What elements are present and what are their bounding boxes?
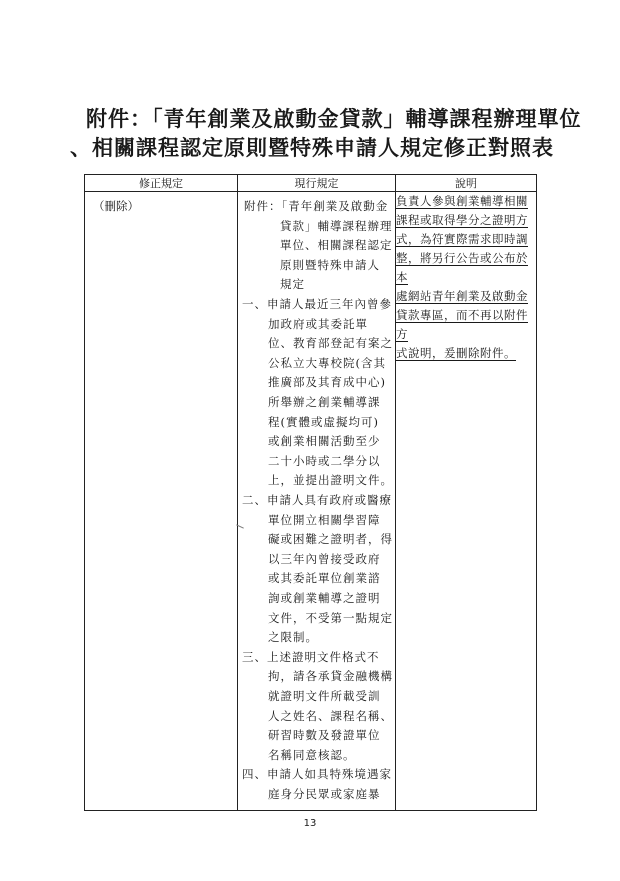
explanation-text (396, 192, 536, 363)
current-line: 或創業相關活動至少 (268, 434, 381, 449)
current-line: 之限制。 (268, 630, 318, 645)
current-line: 加政府或其委託單 (268, 316, 368, 331)
current-line: 以三年內曾接受政府 (268, 551, 381, 566)
explanation-line: 負責人參與創業輔導相關 (396, 194, 528, 208)
comparison-table (84, 174, 537, 811)
header-current: 現行規定 (238, 175, 396, 192)
page-number: 13 (303, 818, 317, 829)
current-line: 公私立大專校院(含其 (268, 355, 386, 370)
revised-text: （刪除） (93, 199, 139, 213)
current-line: 上，並提出證明文件。 (268, 473, 393, 488)
current-line: 研習時數及發證單位 (268, 728, 381, 743)
revised-cell (85, 192, 238, 811)
explanation-line: 式，為符實際需求即時調 (396, 232, 528, 246)
current-line: 單位、相關課程認定 (280, 238, 393, 253)
current-line: 二十小時或二學分以 (268, 453, 381, 468)
current-line: 推廣部及其育成中心) (268, 375, 386, 390)
current-line: 位、教育部登記有案之 (268, 336, 393, 351)
current-line: 或其委託單位創業諮 (268, 571, 381, 586)
current-line: 拘，請各承貸金融機構 (268, 669, 393, 684)
current-line: 二、申請人具有政府或醫療 (242, 493, 392, 507)
current-line: 礙或困難之證明者，得 (268, 532, 393, 547)
current-line: 文件，不受第一點規定 (268, 610, 393, 625)
current-line: 人之姓名、課程名稱、 (268, 708, 393, 723)
header-explanation: 說明 (396, 175, 537, 192)
current-line: 程(實體或虛擬均可) (268, 414, 379, 429)
explanation-line: 式說明，爰刪除附件。 (396, 346, 516, 360)
current-line: 規定 (280, 277, 305, 292)
document-title-line-2: 、相關課程認定原則暨特殊申請人規定修正對照表 (70, 135, 554, 160)
current-line: 單位開立相關學習障 (268, 512, 381, 527)
explanation-line: 處網站青年創業及啟動金 (396, 289, 528, 303)
current-line: 貸款」輔導課程辦理 (280, 218, 393, 233)
current-line: 原則暨特殊申請人 (280, 257, 380, 272)
explanation-line: 整，將另行公告或公布於本 (396, 251, 528, 284)
current-line: 一、申請人最近三年內曾參 (242, 297, 392, 311)
current-cell (238, 192, 396, 811)
current-line: 所舉辦之創業輔導課 (268, 395, 381, 409)
explanation-line: 貸款專區，而不再以附件方 (396, 308, 528, 341)
current-line: 詢或創業輔導之證明 (268, 591, 381, 605)
current-line: 就證明文件所載受訓 (268, 689, 381, 703)
current-line: 庭身分民眾或家庭暴 (268, 787, 381, 801)
table-header-row (85, 175, 537, 192)
current-line: 名稱同意核認。 (268, 747, 356, 762)
document-title-line-1: 附件：「青年創業及啟動金貸款」輔導課程辦理單位 (86, 106, 582, 131)
table-row (85, 192, 537, 811)
current-line: 三、上述證明文件格式不 (242, 649, 380, 664)
current-line: 附件：「青年創業及啟動金 (244, 199, 389, 213)
explanation-cell (396, 192, 537, 811)
explanation-line: 課程或取得學分之證明方 (396, 213, 528, 227)
header-revised: 修正規定 (85, 175, 238, 192)
current-line: 四、申請人如具特殊境遇家 (242, 767, 392, 782)
